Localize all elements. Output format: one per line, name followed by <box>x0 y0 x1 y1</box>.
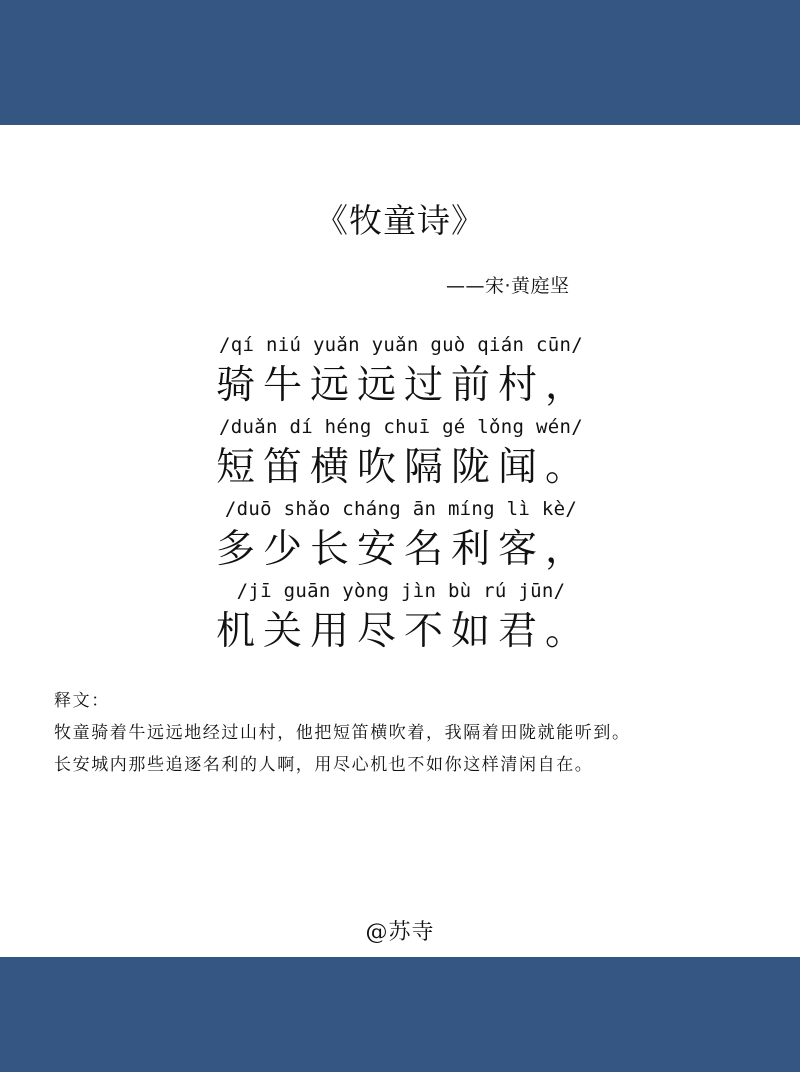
poem-author: ——宋·黄庭坚 <box>446 275 570 297</box>
poem-body <box>0 330 800 658</box>
translation-label: 释文： <box>54 691 110 711</box>
pinyin-line: /duǎn dí héng chuī gé lǒng wén/ <box>219 416 583 438</box>
pinyin-line: /duō shǎo cháng ān míng lì kè/ <box>224 498 578 520</box>
pinyin-line: /jī guān yòng jìn bù rú jūn/ <box>236 580 566 602</box>
poem-title: 《牧童诗》 <box>315 201 485 240</box>
verse-line: 短笛横吹隔陇闻。 <box>215 445 592 490</box>
verse-line: 机关用尽不如君。 <box>215 609 592 654</box>
verse-line: 多少长安名利客， <box>215 527 592 572</box>
translation-block <box>54 685 754 781</box>
translation-line: 长安城内那些追逐名利的人啊，用尽心机也不如你这样清闲自在。 <box>54 755 594 775</box>
pinyin-line: /qí niú yuǎn yuǎn guò qián cūn/ <box>219 334 583 356</box>
top-color-band <box>0 0 800 125</box>
author-signature: @苏寺 <box>365 920 435 945</box>
translation-line: 牧童骑着牛远远地经过山村，他把短笛横吹着，我隔着田陇就能听到。 <box>54 723 631 743</box>
bottom-color-band <box>0 957 800 1072</box>
verse-line: 骑牛远远过前村， <box>215 363 592 408</box>
